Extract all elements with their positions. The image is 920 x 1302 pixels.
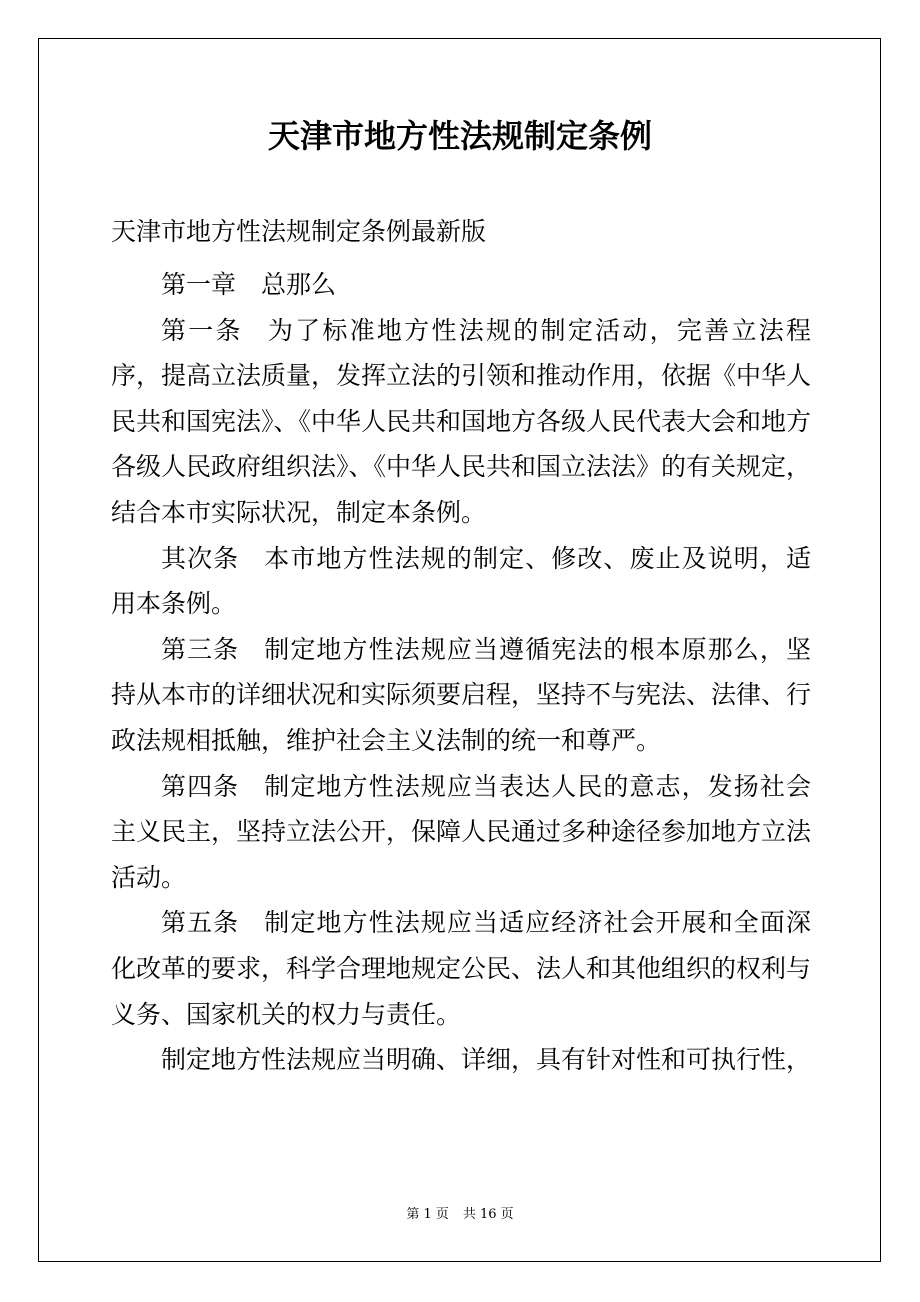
paragraph-label: 第三条 [161, 634, 240, 664]
paragraph-chapter-1 [111, 262, 811, 308]
paragraph-article-5 [111, 900, 811, 1037]
paragraph-text: 制定地方性法规应当表达人民的意志，发扬社会主义民主，坚持立法公开，保障人民通过多种途径参加地方立法活动。 [111, 771, 812, 892]
paragraph-article-2 [111, 536, 811, 627]
paragraph-label: 第五条 [161, 908, 240, 938]
paragraph-label: 其次条 [161, 543, 240, 573]
paragraph-article-3 [111, 627, 811, 764]
paragraph-label: 第一条 [161, 315, 243, 345]
paragraph-text: 制定地方性法规应当遵循宪法的根本原那么，坚持从本市的详细状况和实际须要启程，坚持不与宪法、法律、行政法规相抵触，维护社会主义法制的统一和尊严。 [111, 634, 812, 755]
paragraph-text: 为了标准地方性法规的制定活动，完善立法程序，提高立法质量，发挥立法的引领和推动作用，依据《中华人民共和国宪法》、《中华人民共和国地方各级人民代表大会和地方各级人民政府组织法》、《中华人民共和国立法法》的有关规定，结合本市实际状况，制定本条例。 [111, 315, 812, 527]
paragraph-text: 制定地方性法规应当明确、详细，具有针对性和可执行性， [161, 1045, 812, 1075]
paragraph-text: 本市地方性法规的制定、修改、废止及说明，适用本条例。 [111, 543, 811, 619]
paragraph-article-5-continued [111, 1037, 811, 1083]
paragraph-label: 第一章 [161, 270, 237, 299]
document-body [111, 262, 811, 1083]
page-footer [0, 1206, 920, 1224]
paragraph-text: 总那么 [261, 270, 337, 299]
document-title: 天津市地方性法规制定条例 [267, 117, 652, 155]
paragraph-article-1 [111, 308, 811, 536]
paragraph-text: 制定地方性法规应当适应经济社会开展和全面深化改革的要求，科学合理地规定公民、法人和其他组织的权利与义务、国家机关的权力与责任。 [111, 908, 812, 1029]
page-number: 第 1 页 [406, 1207, 449, 1222]
document-subtitle: 天津市地方性法规制定条例最新版 [111, 217, 487, 246]
paragraph-article-4 [111, 764, 811, 901]
page-total: 共 16 页 [462, 1207, 514, 1222]
paragraph-label: 第四条 [161, 771, 240, 801]
